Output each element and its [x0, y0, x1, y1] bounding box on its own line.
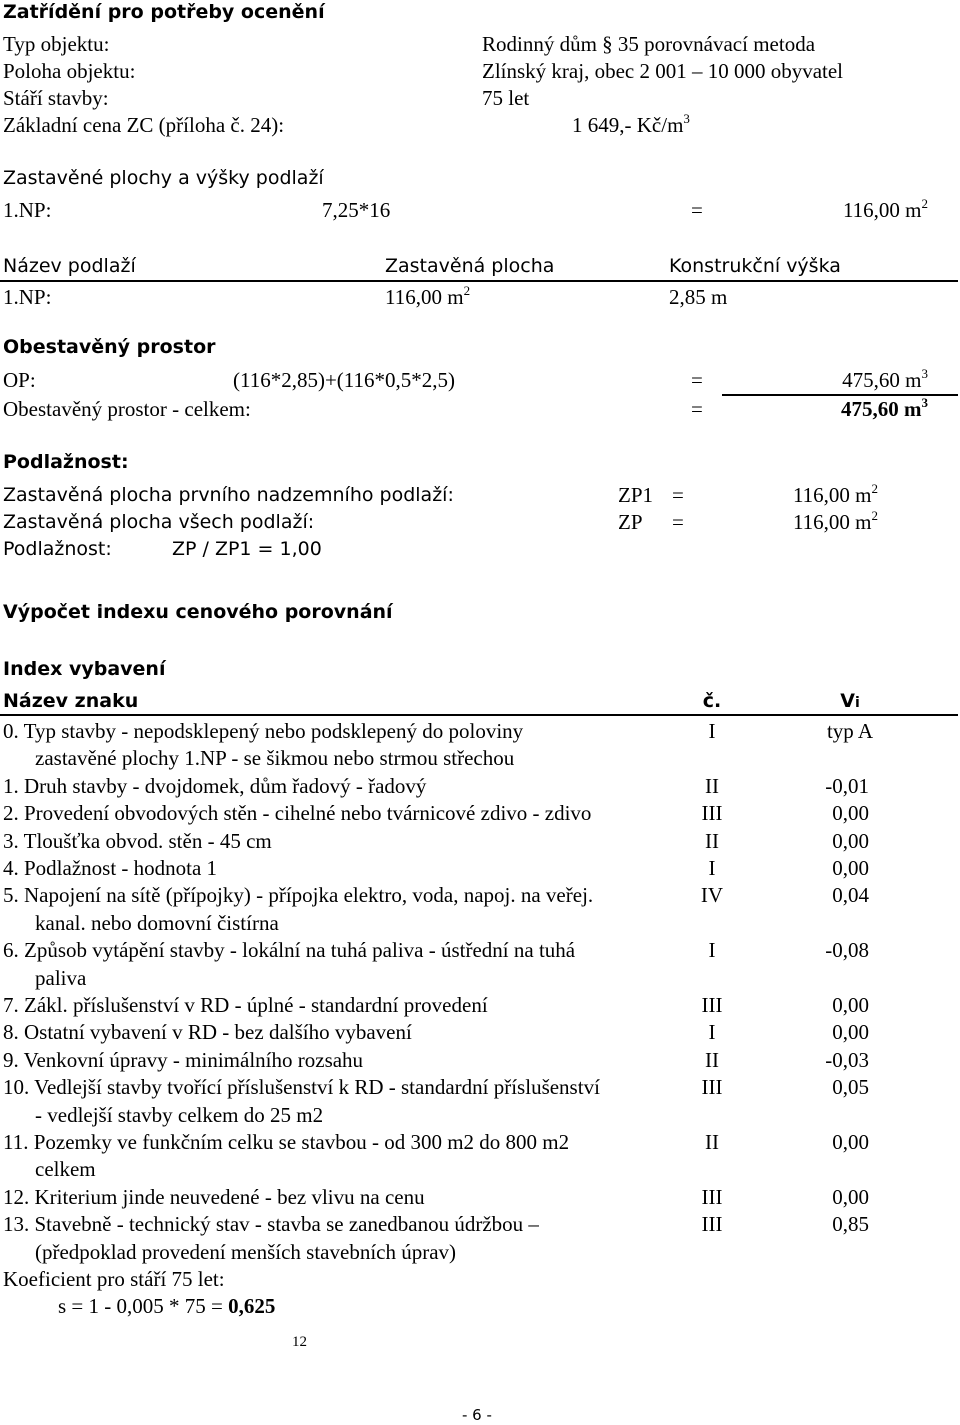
index-row-value: 0,00	[832, 993, 869, 1017]
index-row-text-cont: (předpoklad provedení menších stavebních úprav)	[35, 1240, 457, 1264]
volume-op-label: OP:	[3, 368, 36, 392]
building-age-value: 75 let	[482, 86, 530, 110]
floorness-result-label: Podlažnost:	[3, 538, 112, 560]
index-row-text: 4. Podlažnost - hodnota 1	[3, 856, 218, 880]
index-row-value: -0,01	[825, 774, 869, 798]
volume-total-label: Obestavěný prostor - celkem:	[3, 397, 251, 421]
index-row-value: 0,00	[832, 856, 869, 880]
index-col-v: Vi	[840, 690, 860, 712]
volume-op-eq: =	[691, 368, 703, 392]
floorness-zp-value: 116,00 $m^2$	[792, 508, 878, 534]
floorness-result-value: ZP / ZP1 = 1,00	[172, 538, 322, 560]
floor-col-area: Zastavěná plocha	[385, 255, 555, 277]
floor-row-name: 1.NP:	[3, 285, 52, 309]
floor-row-height: 2,85 m	[669, 285, 728, 309]
floorness-zp1-code: ZP1	[618, 483, 654, 507]
index-row-text: 1. Druh stavby - dvojdomek, dům řadový - řadový	[3, 774, 427, 798]
index-row-no: II	[705, 1048, 719, 1072]
index-row-text-cont: - vedlejší stavby celkem do 25 m2	[35, 1103, 324, 1127]
floor-table-divider	[0, 280, 958, 282]
index-row-no: II	[705, 829, 719, 853]
index-row-text: 9. Venkovní úpravy - minimálního rozsahu	[3, 1048, 364, 1072]
built-area-result: 116,00 $m^2$	[842, 196, 928, 222]
index-heading: Výpočet indexu cenového porovnání	[3, 601, 393, 623]
index-row-text: 12. Kriterium jinde neuvedené - bez vlivu na cenu	[3, 1185, 425, 1209]
object-location-label: Poloha objektu:	[3, 59, 136, 83]
index-row-text: 11. Pozemky ve funkčním celku se stavbou - od 300 m2 do 800 m2	[3, 1130, 570, 1154]
floorness-zp-label: Zastavěná plocha všech podlaží:	[3, 511, 315, 533]
volume-total-eq: =	[691, 397, 703, 421]
index-row-text: 13. Stavebně - technický stav - stavba se zanedbanou údržbou –	[3, 1212, 539, 1236]
volume-op-result: 475,60 $m^3$	[842, 366, 928, 392]
volume-heading: Obestavěný prostor	[3, 336, 216, 358]
equipment-index-heading: Index vybavení	[3, 658, 166, 680]
index-row-text: 5. Napojení na sítě (přípojky) - přípojka elektro, voda, napoj. na veřej.	[3, 883, 594, 907]
index-row-value: 0,05	[832, 1075, 869, 1099]
index-row-value: 0,00	[832, 1020, 869, 1044]
volume-op-formula: (116*2,85)+(116*0,5*2,5)	[233, 368, 456, 392]
index-row-value: -0,08	[825, 938, 869, 962]
index-row-no: II	[705, 1130, 719, 1154]
floor-col-height: Konstrukční výška	[669, 255, 841, 277]
floorness-zp-code: ZP	[618, 510, 643, 534]
index-table-divider	[0, 714, 958, 716]
index-row-no: I	[708, 856, 716, 880]
object-location-value: Zlínský kraj, obec 2 001 – 10 000 obyvatel	[482, 59, 844, 83]
index-row-no: IV	[700, 883, 724, 907]
building-age-label: Stáří stavby:	[3, 86, 109, 110]
base-price-label: Základní cena ZC (příloha č. 24):	[3, 113, 285, 137]
index-row-no: III	[701, 993, 723, 1017]
index-row-no: III	[701, 1212, 723, 1236]
base-price-value: 1 649,- $Kč/m^3$	[572, 111, 690, 137]
index-row-no: I	[708, 719, 716, 743]
index-row-no: II	[705, 774, 719, 798]
index-col-name: Název znaku	[3, 690, 139, 712]
index-row-value: 0,00	[832, 829, 869, 853]
volume-total-result: 475,60 $m^3$	[841, 395, 928, 421]
index-row-no: I	[708, 1020, 716, 1044]
floor-col-name: Název podlaží	[3, 255, 136, 277]
index-row-text-cont: zastavěné plochy 1.NP - se šikmou nebo strmou střechou	[35, 746, 515, 770]
floor-row-area: 116,00 $m^2$	[385, 283, 471, 309]
index-row-text: 7. Zákl. příslušenství v RD - úplné - standardní provedení	[3, 993, 488, 1017]
built-area-np-label: 1.NP:	[3, 198, 52, 222]
page-heading: Zatřídění pro potřeby ocenění	[3, 1, 325, 23]
footnote-number: 12	[292, 1334, 307, 1350]
index-row-no: III	[701, 1075, 723, 1099]
index-row-text-cont: kanal. nebo domovní čistírna	[35, 911, 279, 935]
index-row-value: typ A	[826, 719, 874, 743]
index-row-value: 0,00	[832, 1130, 869, 1154]
floorness-zp1-value: 116,00 $m^2$	[792, 481, 878, 507]
index-row-text-cont: paliva	[35, 966, 87, 990]
index-row-text: 10. Vedlejší stavby tvořící příslušenství k RD - standardní příslušenství	[3, 1075, 600, 1099]
age-coef-formula: s = 1 - 0,005 * 75 = 0,625	[58, 1294, 276, 1318]
floorness-zp-eq: =	[672, 510, 684, 534]
index-row-text: 8. Ostatní vybavení v RD - bez dalšího vybavení	[3, 1020, 412, 1044]
index-row-value: 0,00	[832, 1185, 869, 1209]
floorness-zp1-eq: =	[672, 483, 684, 507]
index-row-value: 0,85	[832, 1212, 869, 1236]
index-row-value: 0,00	[832, 801, 869, 825]
object-type-label: Typ objektu:	[3, 32, 110, 56]
index-row-text-cont: celkem	[35, 1157, 96, 1181]
built-area-heading: Zastavěné plochy a výšky podlaží	[3, 167, 324, 189]
age-coef-label: Koeficient pro stáří 75 let:	[3, 1267, 225, 1291]
built-area-eq: =	[691, 198, 703, 222]
index-row-value: -0,03	[825, 1048, 869, 1072]
index-row-no: I	[708, 938, 716, 962]
index-row-no: III	[701, 1185, 723, 1209]
index-row-text: 3. Tloušťka obvod. stěn - 45 cm	[3, 829, 272, 853]
index-row-text: 6. Způsob vytápění stavby - lokální na tuhá paliva - ústřední na tuhá	[3, 938, 576, 962]
index-row-text: 2. Provedení obvodových stěn - cihelné nebo tvárnicové zdivo - zdivo	[3, 801, 592, 825]
index-row-text: 0. Typ stavby - nepodsklepený nebo podsklepený do poloviny	[3, 719, 524, 743]
index-row-value: 0,04	[832, 883, 869, 907]
page-number: - 6 -	[462, 1406, 492, 1424]
index-row-no: III	[701, 801, 723, 825]
built-area-formula: 7,25*16	[322, 198, 391, 222]
floorness-zp1-label: Zastavěná plocha prvního nadzemního podlaží:	[3, 484, 454, 506]
floorness-heading: Podlažnost:	[3, 451, 129, 473]
index-col-no: č.	[702, 690, 722, 712]
object-type-value: Rodinný dům § 35 porovnávací metoda	[482, 32, 816, 56]
